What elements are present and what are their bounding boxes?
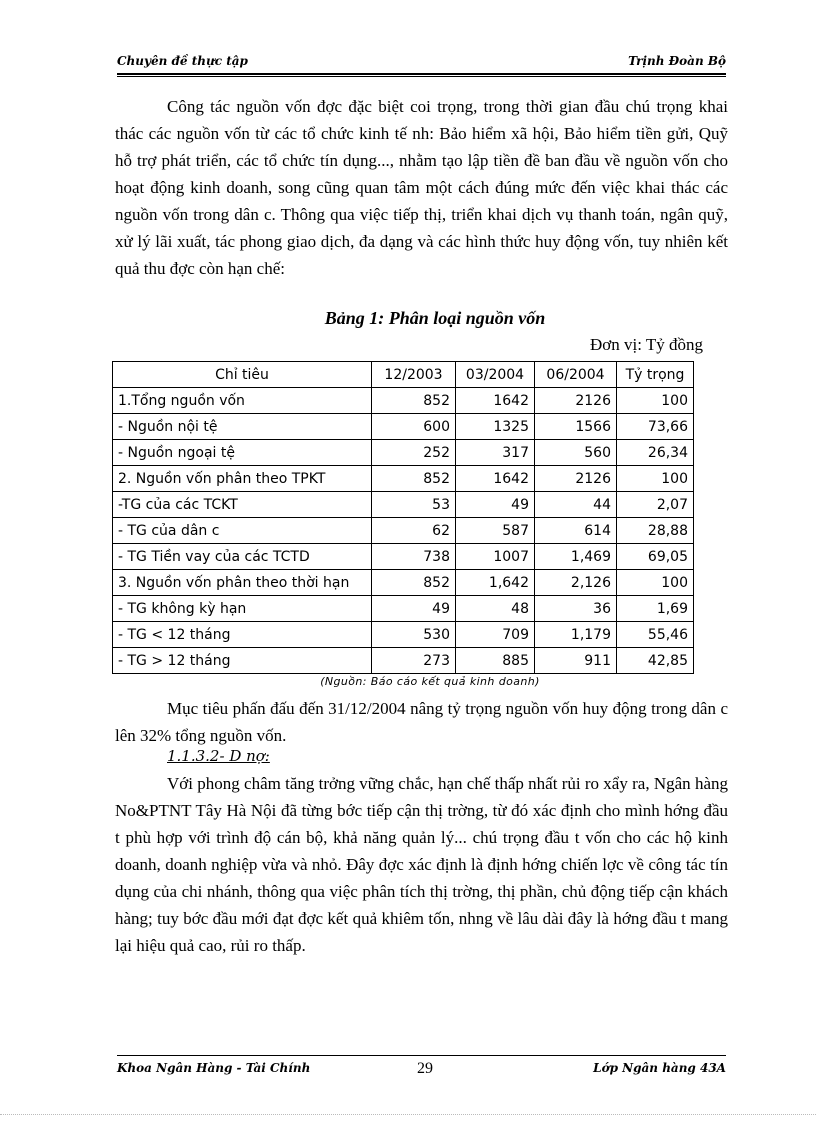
table-cell: 44 bbox=[535, 492, 617, 518]
table-cell: 1,642 bbox=[456, 570, 535, 596]
table-cell: 252 bbox=[372, 440, 456, 466]
table-cell-label: - TG không kỳ hạn bbox=[113, 596, 372, 622]
table-cell: 1,179 bbox=[535, 622, 617, 648]
table-row bbox=[113, 440, 694, 466]
table-header-cell: 06/2004 bbox=[535, 362, 617, 388]
table-cell: 1325 bbox=[456, 414, 535, 440]
table-cell: 852 bbox=[372, 570, 456, 596]
paragraph-target: Mục tiêu phấn đấu đến 31/12/2004 nâng tỷ trọng nguồn vốn huy động trong dân c lên 32% tổng nguồn vốn. bbox=[115, 699, 728, 745]
table-cell: 62 bbox=[372, 518, 456, 544]
table-header-cell: 12/2003 bbox=[372, 362, 456, 388]
table-cell: 273 bbox=[372, 648, 456, 674]
table-cell: 852 bbox=[372, 388, 456, 414]
table-cell-label: 3. Nguồn vốn phân theo thời hạn bbox=[113, 570, 372, 596]
table-cell: 100 bbox=[617, 388, 694, 414]
capital-table bbox=[112, 361, 694, 674]
footer-right-text: Lớp Ngân hàng 43A bbox=[593, 1061, 726, 1075]
table-cell-label: - Nguồn nội tệ bbox=[113, 414, 372, 440]
table-cell-label: - TG Tiền vay của các TCTD bbox=[113, 544, 372, 570]
paragraph-credit: Với phong châm tăng trởng vững chắc, hạn chế thấp nhất rủi ro xẩy ra, Ngân hàng No&PTNT Tây Hà Nội đã từng bớc tiếp cận thị trờng, từ đó xác định cho mình hớng đầu t phù hợp với trình độ cán bộ, khả năng quản lý... chú trọng đầu t vốn cho các hộ kinh doanh, doanh nghiệp vừa và nhỏ. Đây đợc xác định là định hớng chiến lợc về công tác tín dụng của chi nhánh, thông qua việc phân tích thị trờng, thị phần, chủ động tiếp cận khách hàng; tuy bớc đầu mới đạt đợc kết quả khiêm tốn, nhng về lâu dài đây là hớng đầu t mang lại hiệu quả cao, rủi ro thấp. bbox=[115, 774, 728, 955]
table-row bbox=[113, 466, 694, 492]
page-bottom-divider bbox=[0, 1114, 816, 1115]
table-cell: 69,05 bbox=[617, 544, 694, 570]
table-cell: 530 bbox=[372, 622, 456, 648]
table-cell: 2126 bbox=[535, 466, 617, 492]
table-cell: 1,69 bbox=[617, 596, 694, 622]
table-cell: 2126 bbox=[535, 388, 617, 414]
table-row bbox=[113, 518, 694, 544]
table-cell-label: 2. Nguồn vốn phân theo TPKT bbox=[113, 466, 372, 492]
page-number: 29 bbox=[417, 1060, 433, 1077]
table-cell: 911 bbox=[535, 648, 617, 674]
header-right-text: Trịnh Đoàn Bộ bbox=[628, 54, 726, 68]
table-row bbox=[113, 648, 694, 674]
table-cell: 53 bbox=[372, 492, 456, 518]
table-cell-label: -TG của các TCKT bbox=[113, 492, 372, 518]
table-cell: 1642 bbox=[456, 388, 535, 414]
table-row bbox=[113, 596, 694, 622]
table-cell-label: 1.Tổng nguồn vốn bbox=[113, 388, 372, 414]
table-cell: 55,46 bbox=[617, 622, 694, 648]
table-cell: 852 bbox=[372, 466, 456, 492]
table-cell-label: - TG của dân c bbox=[113, 518, 372, 544]
table-cell: 48 bbox=[456, 596, 535, 622]
table-cell: 600 bbox=[372, 414, 456, 440]
table-row bbox=[113, 622, 694, 648]
table-cell: 42,85 bbox=[617, 648, 694, 674]
table-title: Bảng 1: Phân loại nguồn vốn bbox=[324, 308, 546, 328]
table-cell: 738 bbox=[372, 544, 456, 570]
table-cell-label: - Nguồn ngoại tệ bbox=[113, 440, 372, 466]
table-cell-label: - TG > 12 tháng bbox=[113, 648, 372, 674]
table-cell: 587 bbox=[456, 518, 535, 544]
table-cell: 49 bbox=[372, 596, 456, 622]
table-cell: 2,126 bbox=[535, 570, 617, 596]
table-cell: 614 bbox=[535, 518, 617, 544]
header-rule-thin bbox=[117, 76, 726, 77]
table-header-cell: Tỷ trọng bbox=[617, 362, 694, 388]
table-row bbox=[113, 492, 694, 518]
header-left-text: Chuyên đề thực tập bbox=[117, 54, 248, 68]
table-cell: 709 bbox=[456, 622, 535, 648]
table-cell: 28,88 bbox=[617, 518, 694, 544]
table-row bbox=[113, 388, 694, 414]
table-header-row bbox=[113, 362, 694, 388]
table-unit: Đơn vị: Tỷ đồng bbox=[589, 335, 703, 354]
footer-left-text: Khoa Ngân Hàng - Tài Chính bbox=[117, 1061, 311, 1075]
paragraph-capital-sources: Công tác nguồn vốn đợc đặc biệt coi trọng, trong thời gian đầu chú trọng khai thác các nguồn vốn từ các tổ chức kinh tế nh: Bảo hiểm xã hội, Bảo hiểm tiền gửi, Quỹ hỗ trợ phát triển, các tổ chức tín dụng..., nhằm tạo lập tiền đề ban đầu về nguồn vốn cho hoạt động kinh doanh, song cũng quan tâm một cách đúng mức đến việc khai thác các nguồn vốn trong dân c. Thông qua việc tiếp thị, triển khai dịch vụ thanh toán, ngân quỹ, xử lý lãi xuất, tác phong giao dịch, đa dạng và các hình thức huy động vốn, tuy nhiên kết quả thu đợc còn hạn chế: bbox=[115, 97, 728, 278]
table-row bbox=[113, 414, 694, 440]
table-row bbox=[113, 570, 694, 596]
table-cell: 1566 bbox=[535, 414, 617, 440]
table-cell: 100 bbox=[617, 570, 694, 596]
table-cell-label: - TG < 12 tháng bbox=[113, 622, 372, 648]
section-heading: 1.1.3.2- D nợ: bbox=[167, 747, 270, 765]
table-cell: 885 bbox=[456, 648, 535, 674]
table-row bbox=[113, 544, 694, 570]
table-cell: 100 bbox=[617, 466, 694, 492]
table-cell: 1,469 bbox=[535, 544, 617, 570]
table-cell: 26,34 bbox=[617, 440, 694, 466]
table-cell: 317 bbox=[456, 440, 535, 466]
table-cell: 36 bbox=[535, 596, 617, 622]
table-cell: 560 bbox=[535, 440, 617, 466]
table-source-note: (Nguồn: Báo cáo kết quả kinh doanh) bbox=[320, 675, 540, 688]
table-cell: 73,66 bbox=[617, 414, 694, 440]
table-cell: 2,07 bbox=[617, 492, 694, 518]
table-cell: 1642 bbox=[456, 466, 535, 492]
table-header-cell: 03/2004 bbox=[456, 362, 535, 388]
footer-rule bbox=[117, 1055, 726, 1056]
table-header-cell: Chỉ tiêu bbox=[113, 362, 372, 388]
header-rule bbox=[117, 73, 726, 75]
table-cell: 49 bbox=[456, 492, 535, 518]
table-cell: 1007 bbox=[456, 544, 535, 570]
